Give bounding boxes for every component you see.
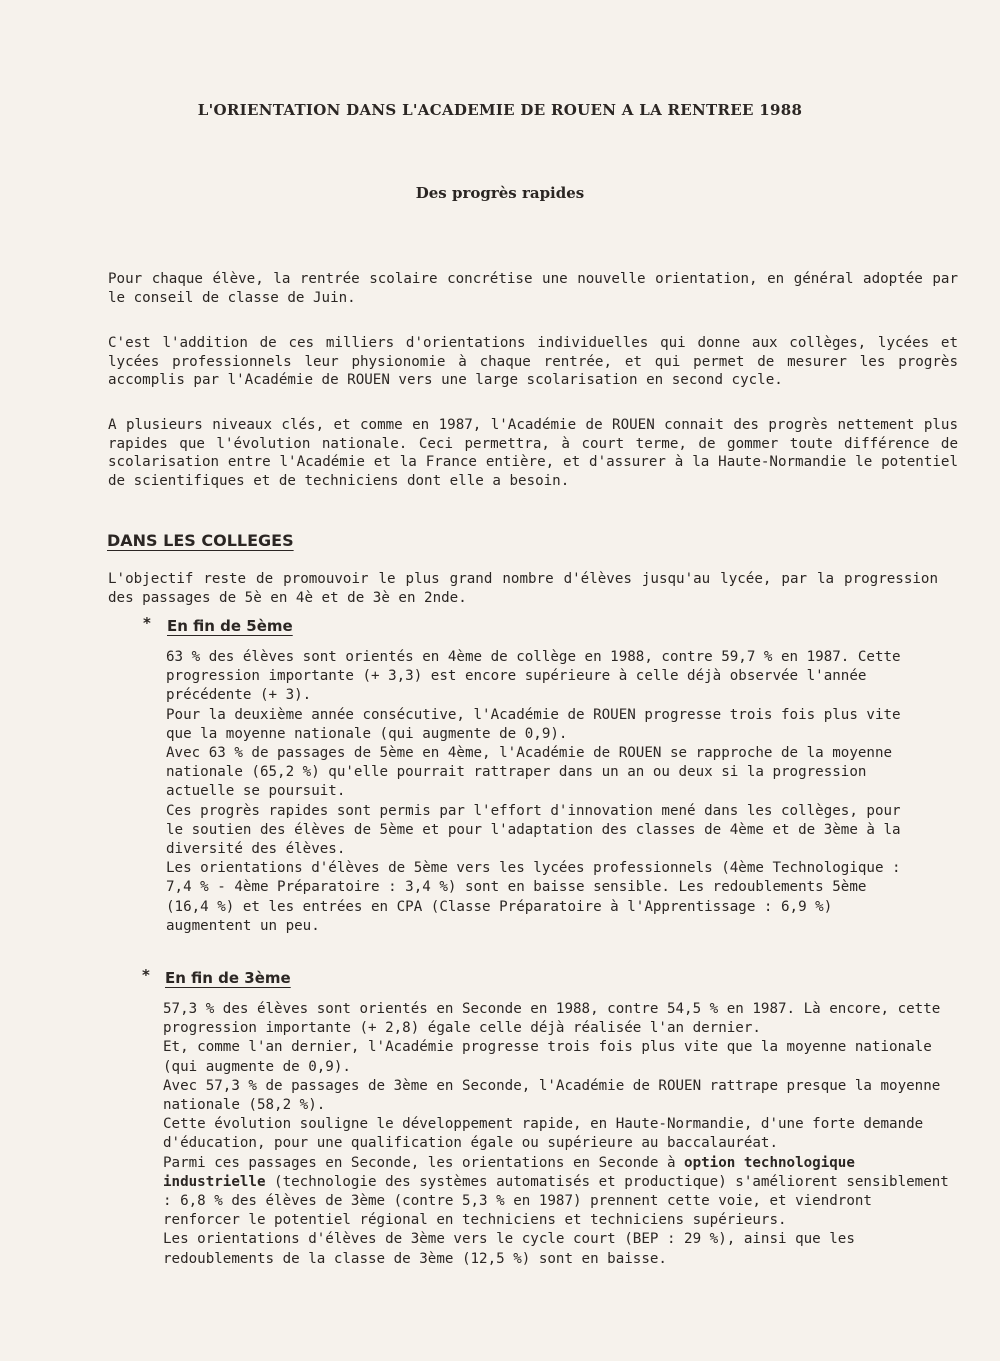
bullet-fin-3eme: * bbox=[142, 966, 150, 984]
fin-5eme-paragraph: 63 % des élèves sont orientés en 4ème de collège en 1988, contre 59,7 % en 1987. Cette progression importante (+ 3,3) est encore supérieure à celle déjà observée l'année précédente (+ 3). bbox=[166, 649, 901, 704]
option-text-before: Parmi ces passages en Seconde, les orientations en Seconde à bbox=[163, 1154, 685, 1171]
section-heading-colleges: DANS LES COLLEGES bbox=[107, 531, 294, 550]
colleges-intro: L'objectif reste de promouvoir le plus grand nombre d'élèves jusqu'au lycée, par la progression des passages de 5è en 4è et de 3è en 2nde. bbox=[108, 571, 938, 606]
fin-5eme-text bbox=[166, 648, 906, 936]
subheading-fin-3eme: En fin de 3ème bbox=[165, 969, 291, 987]
document-subtitle: Des progrès rapides bbox=[415, 184, 585, 202]
fin-5eme-paragraph: Avec 63 % de passages de 5ème en 4ème, l'Académie de ROUEN se rapproche de la moyenne nationale (65,2 %) qu'elle pourrait rattraper dans un an ou deux si la progression actuelle se poursuit. bbox=[166, 745, 893, 800]
bullet-fin-5eme: * bbox=[143, 614, 151, 632]
option-text-after: (technologie des systèmes automatisés et productique) s'améliorent sensiblement : 6,8 % des élèves de 3ème (contre 5,3 % en 1987) prennent cette voie, et viendront renforcer le potentiel régional en techniciens et techniciens supérieurs. bbox=[163, 1173, 949, 1229]
fin-5eme-paragraph: Pour la deuxième année consécutive, l'Académie de ROUEN progresse trois fois plus vite que la moyenne nationale (qui augmente de 0,9). bbox=[166, 706, 901, 742]
intro-paragraph-1: Pour chaque élève, la rentrée scolaire concrétise une nouvelle orientation, en général adoptée par le conseil de classe de Juin. bbox=[108, 271, 958, 306]
fin-3eme-paragraph-option bbox=[163, 1154, 953, 1231]
fin-3eme-paragraph: Avec 57,3 % de passages de 3ème en Seconde, l'Académie de ROUEN rattrape presque la moyenne nationale (58,2 %). bbox=[163, 1077, 941, 1114]
fin-3eme-paragraph: Cette évolution souligne le développement rapide, en Haute-Normandie, d'une forte demande d'éducation, pour une qualification égale ou supérieure au baccalauréat. bbox=[163, 1116, 924, 1152]
fin-3eme-text bbox=[163, 1000, 953, 1269]
intro-paragraph-3: A plusieurs niveaux clés, et comme en 1987, l'Académie de ROUEN connait des progrès nettement plus rapides que l'évolution nationale. Ceci permettra, à court terme, de gommer toute différence de scolarisation entre l'Académie et la France entière, et d'assurer à la Haute-Normandie le potentiel de scientifiques et de techniciens dont elle a besoin. bbox=[108, 417, 958, 489]
intro-paragraph-2: C'est l'addition de ces milliers d'orientations individuelles qui donne aux collèges, lycées et lycées professionnels leur physionomie à chaque rentrée, et qui permet de mesurer les progrès accomplis par l'Académie de ROUEN vers une large scolarisation en second cycle. bbox=[108, 335, 958, 388]
fin-3eme-paragraph: Les orientations d'élèves de 3ème vers le cycle court (BEP : 29 %), ainsi que les redoublements de la classe de 3ème (12,5 %) sont en baisse. bbox=[163, 1231, 855, 1267]
fin-3eme-paragraph: 57,3 % des élèves sont orientés en Seconde en 1988, contre 54,5 % en 1987. Là encore, cette progression importante (+ 2,8) égale celle déjà réalisée l'an dernier. bbox=[163, 1001, 941, 1037]
option-technologique-highlight: option technologique industrielle bbox=[163, 1154, 855, 1190]
subheading-fin-5eme: En fin de 5ème bbox=[167, 617, 293, 635]
fin-5eme-paragraph: Ces progrès rapides sont permis par l'effort d'innovation mené dans les collèges, pour le soutien des élèves de 5ème et pour l'adaptation des classes de 4ème et de 3ème à la diversité des élèves. bbox=[166, 802, 901, 858]
fin-5eme-paragraph: Les orientations d'élèves de 5ème vers les lycées professionnels (4ème Technologique : 7,4 % - 4ème Préparatoire : 3,4 %) sont en baisse sensible. Les redoublements 5ème (16,4 %) et les entrées en CPA (Classe Préparatoire à l'Apprentissage : 6,9 %) augmentent un peu. bbox=[166, 860, 901, 934]
fin-3eme-paragraph: Et, comme l'an dernier, l'Académie progresse trois fois plus vite que la moyenne nationale (qui augmente de 0,9). bbox=[163, 1039, 932, 1075]
document-title: L'ORIENTATION DANS L'ACADEMIE DE ROUEN A LA RENTREE 1988 bbox=[197, 101, 803, 119]
